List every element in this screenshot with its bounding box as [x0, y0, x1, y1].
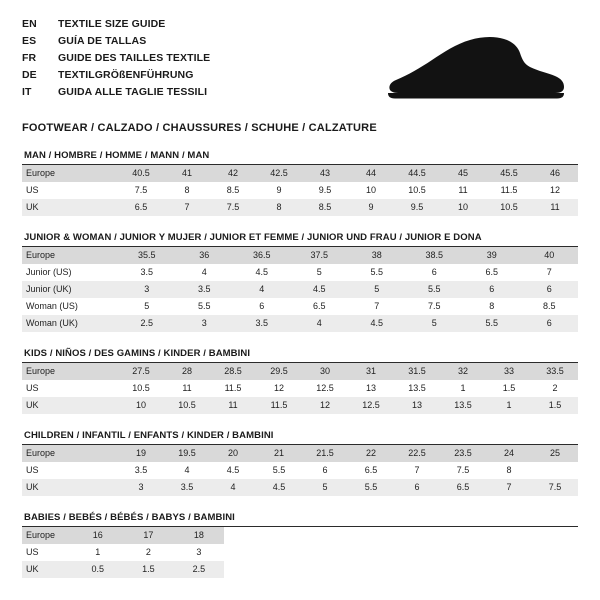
size-cell: 6	[521, 315, 579, 332]
size-cell: 6.5	[440, 479, 486, 496]
size-cell: 7	[348, 298, 406, 315]
table-row	[22, 445, 578, 462]
size-cell: 4	[210, 479, 256, 496]
size-cell-empty	[224, 544, 275, 561]
size-cell: 10.5	[118, 380, 164, 397]
size-cell: 42.5	[256, 165, 302, 182]
size-cell: 11.5	[210, 380, 256, 397]
size-cell: 3.5	[233, 315, 291, 332]
language-title: GUIDE DES TAILLES TEXTILE	[58, 52, 211, 64]
size-cell: 3.5	[164, 479, 210, 496]
size-cell: 16	[73, 527, 124, 544]
size-block-kids	[22, 348, 578, 414]
language-row	[22, 67, 210, 84]
size-cell: 8	[486, 462, 532, 479]
size-cell: 13	[394, 397, 440, 414]
size-table-body	[22, 247, 578, 332]
size-cell: 5	[406, 315, 464, 332]
size-cell: 37.5	[291, 247, 349, 264]
size-cell: 4	[291, 315, 349, 332]
size-cell: 7	[164, 199, 210, 216]
size-cell: 7	[521, 264, 579, 281]
size-cell-empty	[477, 527, 528, 544]
row-label: US	[22, 380, 118, 397]
table-row	[22, 561, 578, 578]
size-block-man	[22, 150, 578, 216]
size-cell: 31.5	[394, 363, 440, 380]
size-cell: 6	[394, 479, 440, 496]
size-table-body	[22, 445, 578, 496]
size-cell: 40	[521, 247, 579, 264]
size-cell-empty	[325, 544, 376, 561]
language-title-list	[22, 16, 210, 101]
size-cell: 19	[118, 445, 164, 462]
size-cell: 6	[302, 462, 348, 479]
size-table	[22, 165, 578, 216]
size-cell: 10.5	[394, 182, 440, 199]
size-block-junior-woman	[22, 232, 578, 332]
size-cell: 1.5	[123, 561, 174, 578]
size-table-body	[22, 527, 578, 578]
size-cell: 4.5	[291, 281, 349, 298]
size-cell: 6.5	[291, 298, 349, 315]
size-table	[22, 527, 578, 578]
row-label: UK	[22, 561, 73, 578]
language-row	[22, 16, 210, 33]
size-cell: 9.5	[302, 182, 348, 199]
size-cell: 2.5	[118, 315, 176, 332]
size-cell-empty	[325, 561, 376, 578]
size-cell: 5	[302, 479, 348, 496]
row-label: Europe	[22, 165, 118, 182]
size-cell: 45	[440, 165, 486, 182]
row-label: US	[22, 462, 118, 479]
size-cell: 35.5	[118, 247, 176, 264]
table-row	[22, 363, 578, 380]
size-table	[22, 363, 578, 414]
size-cell-empty	[426, 561, 477, 578]
size-cell-empty	[275, 561, 326, 578]
size-cell: 46	[532, 165, 578, 182]
table-row	[22, 247, 578, 264]
size-cell: 10	[118, 397, 164, 414]
row-label: Junior (US)	[22, 264, 118, 281]
block-title: MAN / HOMBRE / HOMME / MANN / MAN	[22, 150, 578, 165]
size-cell: 6	[521, 281, 579, 298]
language-title: GUÍA DE TALLAS	[58, 35, 147, 47]
size-cell: 11	[210, 397, 256, 414]
size-cell: 7.5	[532, 479, 578, 496]
size-cell: 5	[118, 298, 176, 315]
size-cell: 8	[164, 182, 210, 199]
size-cell: 1	[440, 380, 486, 397]
size-cell: 2	[532, 380, 578, 397]
size-cell: 39	[463, 247, 521, 264]
size-cell: 24	[486, 445, 532, 462]
size-cell: 6.5	[348, 462, 394, 479]
size-cell: 11	[164, 380, 210, 397]
size-cell: 4	[164, 462, 210, 479]
row-label: UK	[22, 199, 118, 216]
size-cell-empty	[275, 527, 326, 544]
size-cell: 32	[440, 363, 486, 380]
size-cell: 33.5	[532, 363, 578, 380]
size-cell: 3.5	[118, 264, 176, 281]
size-cell: 5	[291, 264, 349, 281]
size-cell: 13.5	[440, 397, 486, 414]
size-cell: 12.5	[348, 397, 394, 414]
language-code: FR	[22, 52, 37, 64]
size-cell: 45.5	[486, 165, 532, 182]
size-cell: 3.5	[118, 462, 164, 479]
size-cell: 1.5	[486, 380, 532, 397]
size-cell: 43	[302, 165, 348, 182]
size-cell: 40.5	[118, 165, 164, 182]
size-cell: 6	[233, 298, 291, 315]
size-cell: 13	[348, 380, 394, 397]
size-cell-empty	[224, 561, 275, 578]
size-cell: 5	[348, 281, 406, 298]
size-cell: 11.5	[256, 397, 302, 414]
size-cell: 36.5	[233, 247, 291, 264]
size-cell: 29.5	[256, 363, 302, 380]
language-title: GUIDA ALLE TAGLIE TESSILI	[58, 86, 208, 98]
size-cell: 44.5	[394, 165, 440, 182]
size-cell: 6	[406, 264, 464, 281]
size-cell: 27.5	[118, 363, 164, 380]
size-table	[22, 247, 578, 332]
size-cell-empty	[477, 544, 528, 561]
size-cell: 4	[233, 281, 291, 298]
category-heading: FOOTWEAR / CALZADO / CHAUSSURES / SCHUHE / CALZATURE	[22, 122, 377, 134]
size-cell-empty	[275, 544, 326, 561]
size-cell-empty	[224, 527, 275, 544]
row-label: Junior (UK)	[22, 281, 118, 298]
size-cell-empty	[426, 544, 477, 561]
language-row	[22, 33, 210, 50]
size-cell: 8	[463, 298, 521, 315]
size-cell: 38.5	[406, 247, 464, 264]
size-cell: 28.5	[210, 363, 256, 380]
size-cell: 10.5	[164, 397, 210, 414]
size-cell: 4.5	[348, 315, 406, 332]
row-label: UK	[22, 479, 118, 496]
language-code: ES	[22, 35, 37, 47]
size-cell: 9.5	[394, 199, 440, 216]
size-cell: 7.5	[210, 199, 256, 216]
row-label: Woman (US)	[22, 298, 118, 315]
size-cell: 1	[73, 544, 124, 561]
size-cell	[532, 462, 578, 479]
size-cell: 5.5	[406, 281, 464, 298]
dress-shoe-icon	[382, 30, 568, 106]
size-cell: 4.5	[256, 479, 302, 496]
table-row	[22, 281, 578, 298]
table-row	[22, 315, 578, 332]
size-cell: 7.5	[440, 462, 486, 479]
language-code: IT	[22, 86, 32, 98]
size-cell: 11.5	[486, 182, 532, 199]
size-cell-empty	[527, 561, 578, 578]
size-cell: 7	[486, 479, 532, 496]
row-label: US	[22, 182, 118, 199]
size-cell: 5.5	[348, 264, 406, 281]
size-cell: 6.5	[463, 264, 521, 281]
row-label: US	[22, 544, 73, 561]
language-code: DE	[22, 69, 37, 81]
row-label: Europe	[22, 247, 118, 264]
size-cell: 36	[176, 247, 234, 264]
size-cell: 28	[164, 363, 210, 380]
size-cell: 23.5	[440, 445, 486, 462]
table-row	[22, 199, 578, 216]
size-cell: 1	[486, 397, 532, 414]
size-cell: 18	[174, 527, 225, 544]
row-label: Europe	[22, 363, 118, 380]
table-row	[22, 544, 578, 561]
size-cell: 7.5	[118, 182, 164, 199]
size-table	[22, 445, 578, 496]
size-cell: 4.5	[233, 264, 291, 281]
size-block-children	[22, 430, 578, 496]
size-cell: 22	[348, 445, 394, 462]
size-cell-empty	[376, 544, 427, 561]
size-cell: 22.5	[394, 445, 440, 462]
size-cell: 5.5	[348, 479, 394, 496]
language-title-body	[22, 16, 210, 101]
size-cell: 33	[486, 363, 532, 380]
size-cell-empty	[376, 527, 427, 544]
size-cell: 9	[256, 182, 302, 199]
size-cell: 12	[302, 397, 348, 414]
size-cell: 21	[256, 445, 302, 462]
size-cell: 3	[176, 315, 234, 332]
table-row	[22, 182, 578, 199]
size-cell: 38	[348, 247, 406, 264]
size-cell: 8.5	[521, 298, 579, 315]
block-title: KIDS / NIÑOS / DES GAMINS / KINDER / BAMBINI	[22, 348, 578, 363]
size-cell: 10	[440, 199, 486, 216]
size-cell: 5.5	[256, 462, 302, 479]
size-cell: 13.5	[394, 380, 440, 397]
size-cell: 2.5	[174, 561, 225, 578]
size-cell: 10.5	[486, 199, 532, 216]
size-cell: 2	[123, 544, 174, 561]
size-cell-empty	[426, 527, 477, 544]
size-cell: 8.5	[210, 182, 256, 199]
table-row	[22, 527, 578, 544]
block-title: JUNIOR & WOMAN / JUNIOR Y MUJER / JUNIOR ET FEMME / JUNIOR UND FRAU / JUNIOR E DONA	[22, 232, 578, 247]
size-cell: 3	[118, 281, 176, 298]
language-title: TEXTILGRÖßENFÜHRUNG	[58, 69, 194, 81]
table-row	[22, 165, 578, 182]
size-cell: 8	[256, 199, 302, 216]
size-cell-empty	[527, 527, 578, 544]
table-row	[22, 462, 578, 479]
block-title: BABIES / BEBÉS / BÉBÉS / BABYS / BAMBINI	[22, 512, 578, 527]
size-cell: 12	[532, 182, 578, 199]
size-cell-empty	[325, 527, 376, 544]
size-cell: 41	[164, 165, 210, 182]
size-cell: 30	[302, 363, 348, 380]
size-cell: 1.5	[532, 397, 578, 414]
row-label: Europe	[22, 527, 73, 544]
size-cell: 10	[348, 182, 394, 199]
language-title: TEXTILE SIZE GUIDE	[58, 18, 166, 30]
language-row	[22, 50, 210, 67]
size-cell: 7.5	[406, 298, 464, 315]
size-cell: 3.5	[176, 281, 234, 298]
size-cell: 31	[348, 363, 394, 380]
size-block-babies	[22, 512, 578, 578]
size-cell-empty	[477, 561, 528, 578]
size-cell: 5.5	[176, 298, 234, 315]
size-cell: 3	[174, 544, 225, 561]
size-cell: 4	[176, 264, 234, 281]
size-cell: 19.5	[164, 445, 210, 462]
size-cell: 8.5	[302, 199, 348, 216]
size-cell: 6	[463, 281, 521, 298]
size-cell-empty	[376, 561, 427, 578]
size-cell: 5.5	[463, 315, 521, 332]
size-cell: 17	[123, 527, 174, 544]
size-cell: 9	[348, 199, 394, 216]
row-label: UK	[22, 397, 118, 414]
size-cell: 3	[118, 479, 164, 496]
size-cell-empty	[527, 544, 578, 561]
size-cell: 21.5	[302, 445, 348, 462]
size-cell: 11	[532, 199, 578, 216]
page-header	[22, 16, 578, 108]
size-cell: 12.5	[302, 380, 348, 397]
table-row	[22, 479, 578, 496]
size-cell: 11	[440, 182, 486, 199]
size-cell: 0.5	[73, 561, 124, 578]
size-cell: 12	[256, 380, 302, 397]
size-cell: 20	[210, 445, 256, 462]
size-cell: 4.5	[210, 462, 256, 479]
size-table-body	[22, 363, 578, 414]
block-title: CHILDREN / INFANTIL / ENFANTS / KINDER / BAMBINI	[22, 430, 578, 445]
row-label: Woman (UK)	[22, 315, 118, 332]
size-cell: 44	[348, 165, 394, 182]
table-row	[22, 397, 578, 414]
row-label: Europe	[22, 445, 118, 462]
size-cell: 25	[532, 445, 578, 462]
table-row	[22, 298, 578, 315]
size-cell: 7	[394, 462, 440, 479]
size-table-body	[22, 165, 578, 216]
language-row	[22, 84, 210, 101]
size-cell: 42	[210, 165, 256, 182]
size-cell: 6.5	[118, 199, 164, 216]
language-code: EN	[22, 18, 37, 30]
table-row	[22, 264, 578, 281]
table-row	[22, 380, 578, 397]
